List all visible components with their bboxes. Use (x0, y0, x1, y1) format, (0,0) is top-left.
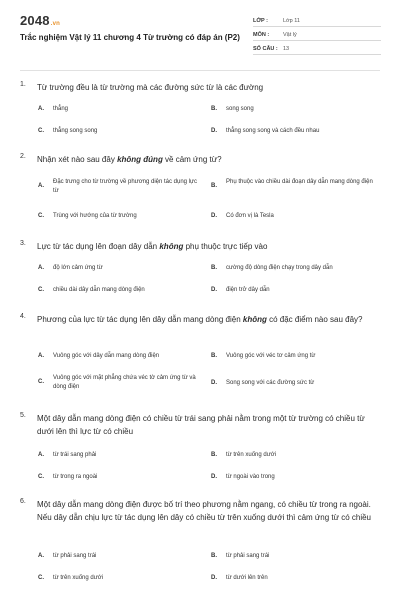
option-text: Đặc trưng cho từ trường về phương diện tác dụng lực từ (53, 179, 198, 194)
option-text: từ trên xuống dưới (53, 575, 103, 581)
question-text-part: Lực từ tác dụng lên đoạn dây dẫn (37, 242, 160, 251)
option-text: Phụ thuộc vào chiều dài đoạn dây dẫn mang dòng điện (226, 179, 373, 185)
option-text: thẳng song song và cách đều nhau (226, 128, 320, 134)
option-letter: A. (38, 183, 44, 189)
question-text-part: Nhận xét nào sau đây (37, 155, 118, 164)
header-divider (20, 70, 380, 71)
question-text-part: phụ thuộc trực tiếp vào (183, 242, 268, 251)
meta-row-subject (253, 29, 381, 41)
option-text: chiều dài dây dẫn mang dòng điện (53, 287, 145, 293)
question-emphasis: không (242, 315, 267, 324)
meta-value: Vật lý (283, 32, 297, 38)
question-text (37, 81, 382, 94)
question-text (37, 153, 382, 166)
option-text: từ ngoài vào trong (226, 474, 275, 480)
logo-suffix: .vn (50, 21, 61, 27)
option-text: từ phải sang trái (53, 553, 97, 559)
option-text: Vuông góc với véc tơ cảm ứng từ (226, 353, 316, 359)
meta-key: MÔN : (253, 32, 270, 38)
meta-value: 13 (283, 46, 290, 52)
page-header (0, 0, 400, 70)
option-text: Có đơn vị là Tesla (226, 213, 274, 219)
question-number: 2. (20, 153, 26, 160)
question-number: 5. (20, 412, 26, 419)
option-letter: D. (211, 474, 217, 480)
option-text: cường độ dòng điện chạy trong dây dẫn (226, 265, 333, 271)
option-letter: B. (211, 183, 217, 189)
question-number: 3. (20, 240, 26, 247)
option-letter: B. (211, 106, 217, 112)
option-text: Trùng với hướng của từ trường (53, 213, 137, 219)
option-text: Song song với các đường sức từ (226, 380, 315, 386)
option-letter: A. (38, 553, 44, 559)
option-letter: A. (38, 353, 44, 359)
option-text: từ trái sang phải (53, 452, 97, 458)
meta-row-class (253, 15, 381, 27)
option-text: Vuông góc với dây dẫn mang dòng điện (53, 353, 160, 359)
question-text-part: Một dây dẫn mang dòng điện được bố trí theo phương nằm ngang, có chiều từ trong ra ngoài. Nếu dây dẫn chịu lực từ tác dụng lên dây có chiều từ trên xuống dưới thì cảm ứng từ có chiều (37, 500, 372, 522)
site-logo[interactable] (20, 13, 60, 28)
question-text-part: về cảm ứng từ? (162, 155, 222, 164)
option-letter: D. (211, 128, 217, 134)
question-text (37, 498, 382, 524)
option-letter: A. (38, 265, 44, 271)
question-text-part: Từ trường đều là từ trường mà các đường sức từ là các đường (37, 83, 264, 92)
option-letter: B. (211, 452, 217, 458)
option-text: Vuông góc với mặt phẳng chứa véc tờ cảm ứng từ và dòng điện (53, 375, 196, 390)
option-letter: D. (211, 287, 217, 293)
option-text: từ dưới lên trên (226, 575, 268, 581)
question-emphasis: không (159, 242, 184, 251)
option-letter: D. (211, 380, 217, 386)
option-text: từ trong ra ngoài (53, 474, 98, 480)
question-text-part: Một dây dẫn mang dòng điện có chiều từ trái sang phải nằm trong một từ trường có chiều từ dưới lên thì lực từ có chiều (37, 414, 365, 436)
question-text (37, 313, 382, 326)
option-letter: A. (38, 452, 44, 458)
option-text: thẳng (53, 106, 69, 112)
question-text (37, 412, 382, 438)
option-letter: B. (211, 265, 217, 271)
meta-key: SỐ CÂU : (253, 46, 278, 52)
meta-row-count (253, 43, 381, 55)
option-letter: C. (38, 213, 44, 219)
option-letter: C. (38, 575, 44, 581)
option-text: từ phải sang trái (226, 553, 270, 559)
question-text-part: Phương của lực từ tác dụng lên dây dẫn mang dòng điện (37, 315, 243, 324)
question-emphasis: không đúng (117, 155, 163, 164)
option-letter: C. (38, 287, 44, 293)
question-number: 1. (20, 81, 26, 88)
question-number: 6. (20, 498, 26, 505)
option-text: từ trên xuống dưới (226, 452, 276, 458)
question-text (37, 240, 382, 253)
meta-key: LỚP : (253, 18, 268, 24)
option-text: thẳng song song (53, 128, 98, 134)
meta-value: Lớp 11 (283, 18, 300, 24)
question-number: 4. (20, 313, 26, 320)
option-text: song song (226, 106, 254, 112)
option-letter: A. (38, 106, 44, 112)
option-letter: D. (211, 213, 217, 219)
page-title: Trắc nghiệm Vật lý 11 chương 4 Từ trường có đáp án (P2) (20, 33, 240, 42)
option-text: điện trở dây dẫn (226, 287, 270, 293)
option-letter: C. (38, 379, 44, 385)
question-text-part: có đặc điểm nào sau đây? (266, 315, 363, 324)
option-letter: C. (38, 128, 44, 134)
option-letter: C. (38, 474, 44, 480)
option-letter: B. (211, 553, 217, 559)
option-letter: D. (211, 575, 217, 581)
logo-text: 2048 (20, 13, 50, 28)
option-text: độ lớn cảm ứng từ (53, 265, 103, 271)
option-letter: B. (211, 353, 217, 359)
